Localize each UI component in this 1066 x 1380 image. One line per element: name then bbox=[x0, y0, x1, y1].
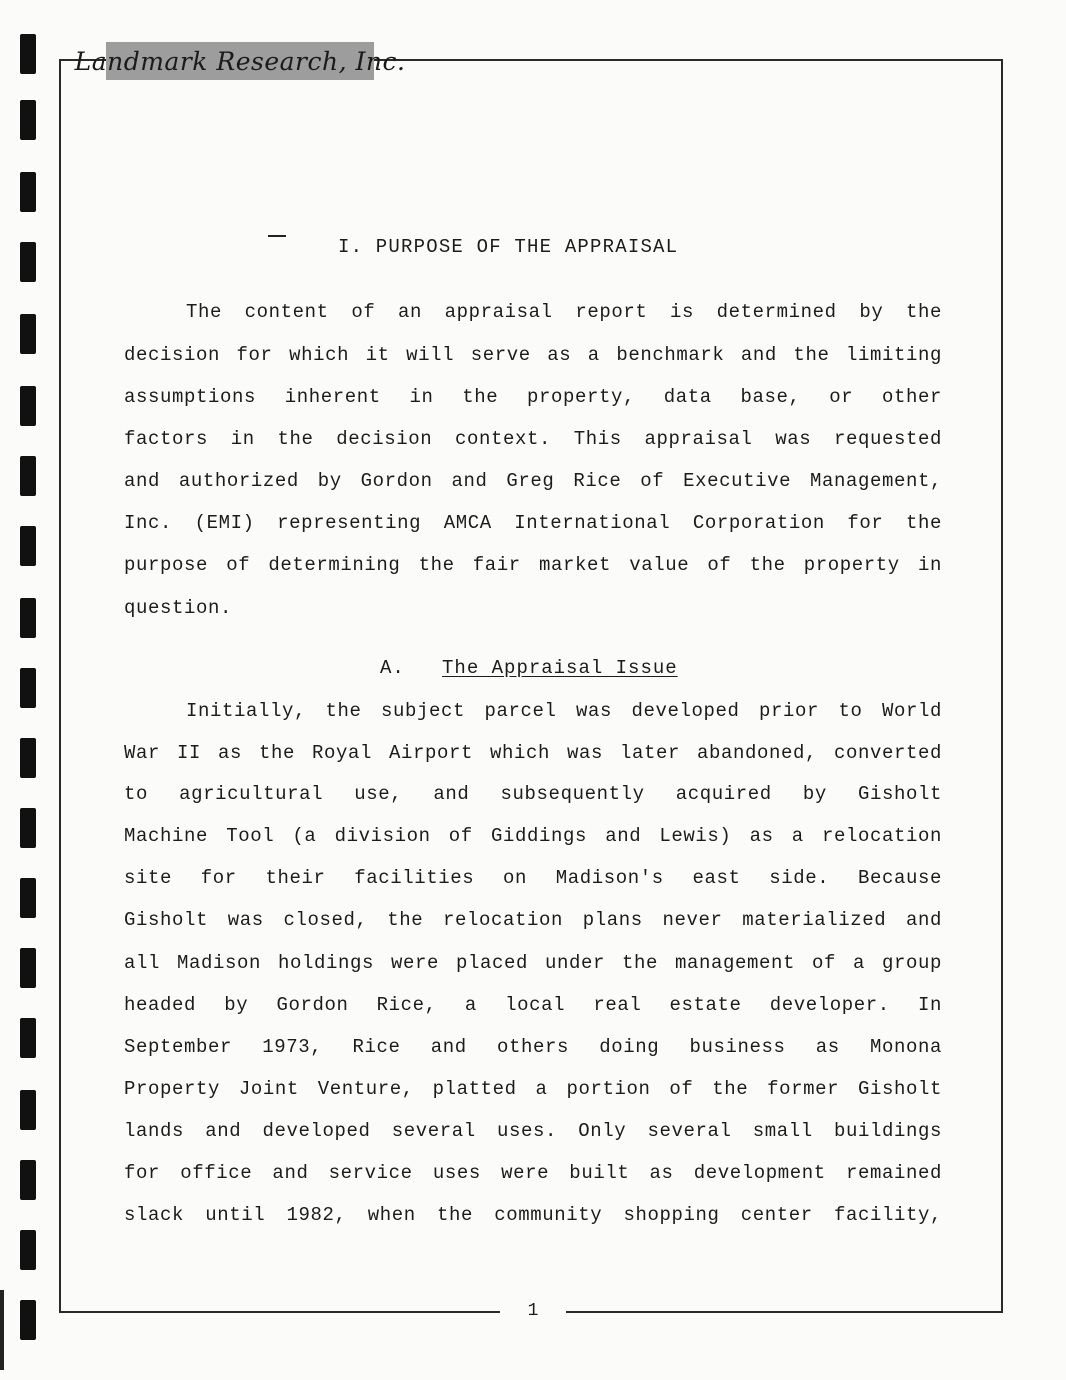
page-number: 1 bbox=[500, 1298, 566, 1324]
binding-mark bbox=[20, 1230, 36, 1270]
binding-marks bbox=[0, 0, 40, 1380]
letterhead-logo bbox=[74, 42, 406, 80]
binding-mark bbox=[20, 386, 36, 426]
dash-mark bbox=[268, 235, 286, 237]
paragraph-line: site for their facilities on Madison's east side. Because bbox=[124, 867, 942, 889]
paragraph-line: lands and developed several uses. Only several small buildings bbox=[124, 1120, 942, 1142]
binding-mark bbox=[20, 100, 36, 140]
binding-mark bbox=[20, 242, 36, 282]
paragraph-line: question. bbox=[124, 597, 233, 619]
paragraph-line: War II as the Royal Airport which was later abandoned, converted bbox=[124, 742, 942, 764]
subsection-title: The Appraisal Issue bbox=[442, 657, 678, 679]
binding-mark bbox=[20, 1090, 36, 1130]
paragraph-line: decision for which it will serve as a benchmark and the limiting bbox=[124, 344, 942, 366]
binding-mark bbox=[20, 948, 36, 988]
section-heading: I. PURPOSE OF THE APPRAISAL bbox=[338, 236, 679, 258]
paragraph-line: all Madison holdings were placed under the management of a group bbox=[124, 952, 942, 974]
binding-mark bbox=[20, 598, 36, 638]
binding-mark bbox=[20, 878, 36, 918]
paragraph-line: headed by Gordon Rice, a local real estate developer. In bbox=[124, 994, 942, 1016]
binding-edge bbox=[0, 1290, 4, 1370]
paragraph-line: Property Joint Venture, platted a portion of the former Gisholt bbox=[124, 1078, 942, 1100]
binding-mark bbox=[20, 526, 36, 566]
binding-mark bbox=[20, 34, 36, 74]
paragraph-line: assumptions inherent in the property, data base, or other bbox=[124, 386, 942, 408]
binding-mark bbox=[20, 1160, 36, 1200]
paragraph-line: factors in the decision context. This appraisal was requested bbox=[124, 428, 942, 450]
paragraph-line: Gisholt was closed, the relocation plans never materialized and bbox=[124, 909, 942, 931]
paragraph-line: for office and service uses were built as development remained bbox=[124, 1162, 942, 1184]
binding-mark bbox=[20, 668, 36, 708]
binding-mark bbox=[20, 1300, 36, 1340]
letterhead-text: Landmark Research, Inc. bbox=[74, 46, 406, 76]
paragraph-line: to agricultural use, and subsequently acquired by Gisholt bbox=[124, 783, 942, 805]
subsection-heading bbox=[380, 657, 678, 679]
binding-mark bbox=[20, 808, 36, 848]
paragraph-line: Initially, the subject parcel was developed prior to World bbox=[186, 700, 942, 722]
paragraph-line: Inc. (EMI) representing AMCA International Corporation for the bbox=[124, 512, 942, 534]
paragraph-line: September 1973, Rice and others doing business as Monona bbox=[124, 1036, 942, 1058]
binding-mark bbox=[20, 738, 36, 778]
paragraph-line: purpose of determining the fair market value of the property in bbox=[124, 554, 942, 576]
paragraph-line: and authorized by Gordon and Greg Rice of Executive Management, bbox=[124, 470, 942, 492]
paragraph-line: slack until 1982, when the community shopping center facility, bbox=[124, 1204, 942, 1226]
binding-mark bbox=[20, 314, 36, 354]
binding-mark bbox=[20, 1018, 36, 1058]
binding-mark bbox=[20, 172, 36, 212]
binding-mark bbox=[20, 456, 36, 496]
subsection-label: A. bbox=[380, 657, 405, 679]
paragraph-line: The content of an appraisal report is determined by the bbox=[186, 301, 942, 323]
paragraph-line: Machine Tool (a division of Giddings and Lewis) as a relocation bbox=[124, 825, 942, 847]
